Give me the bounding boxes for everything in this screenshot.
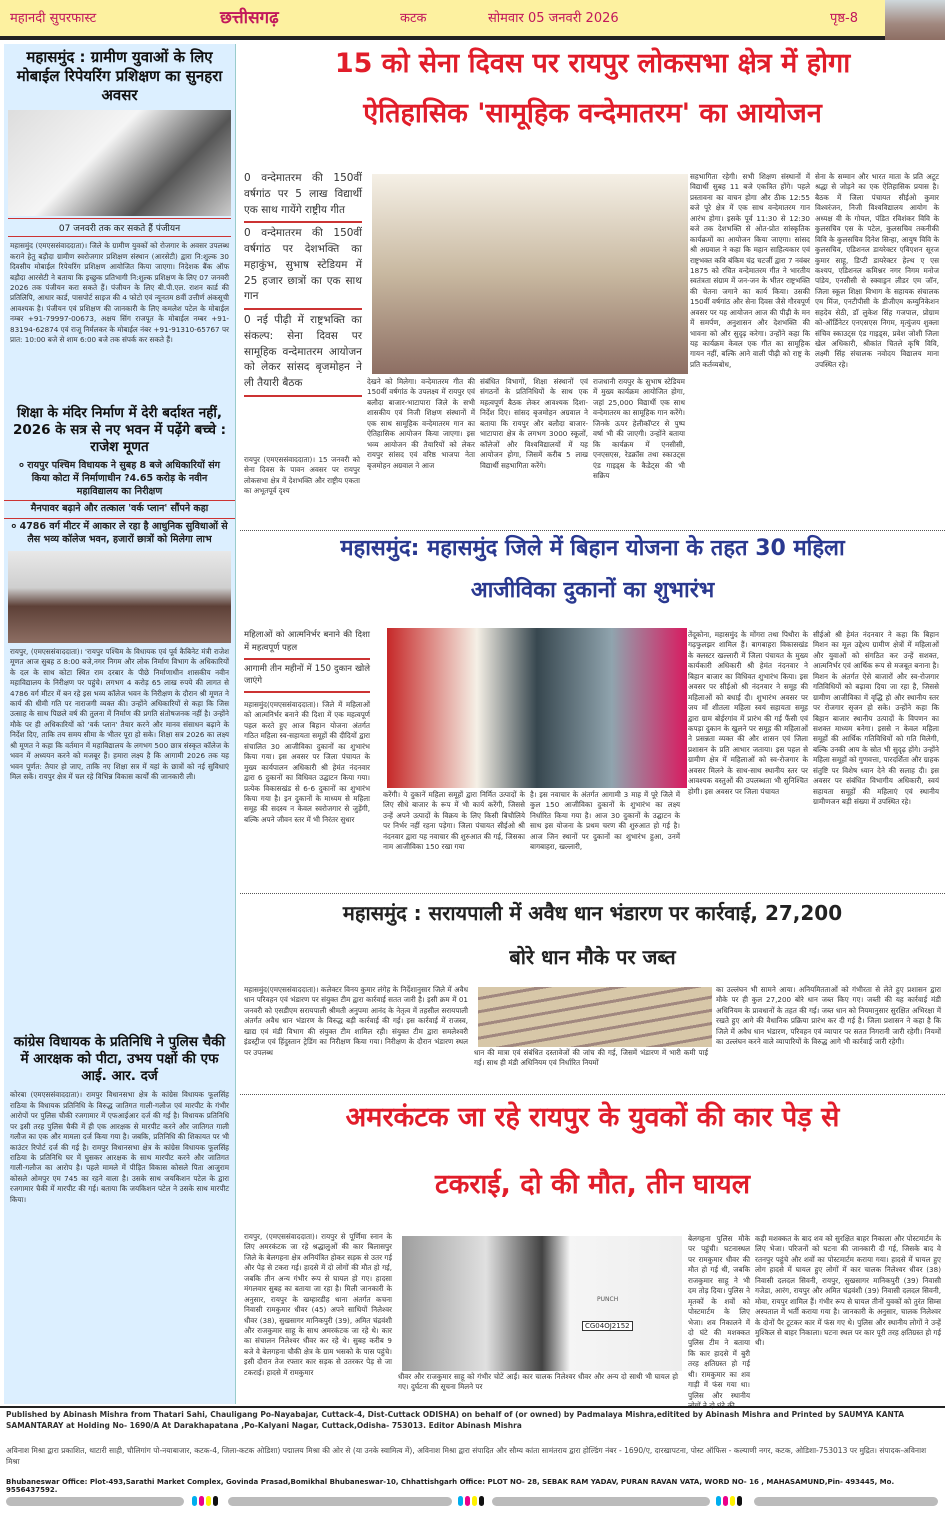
bihan-col5: सीईओ श्री हेमंत नंदनवार ने कहा कि बिहान मिशन का मूल उद्देश्य ग्रामीण क्षेत्रों में महिलाओं और युवाओं को संगठित कर उन्हें सशक्त, आत्मनिर्भर एवं आर्थिक रूप से मजबूत बनाना है। मिशन के अंतर्गत ऐसे बाजारों और स्व-रोजगार गतिविधियों को बढ़ावा दिया जा रहा है, जिससे ग्रामीण आजीविका में वृद्धि हो और स्थानीय स्तर पर रोजगार सृजन हो सके। उन्होंने कहा कि बिहान बाजार स्थानीय उत्पादों के विपणन का सशक्त माध्यम बनेगा। इससे न केवल महिला समूहों की आर्थिक गतिविधियों को गति मिलेगी, बल्कि उनकी आय के स्रोत भी सुदृढ़ होंगे। उन्होंने महिला समूहों को गुणवत्ता, पारदर्शिता और ग्राहक संतुष्टि पर विशेष ध्यान देने की सलाह दी। इस अवसर पर संबंधित विभागीय अधिकारी, स्वयं सहायता समूहों की महिलाएं एवं स्थानीय ग्रामीणजन बड़ी संख्या में उपस्थित रहे। [813,630,939,806]
college-body: रायपुर, (एमएससंवाददाता)। 'रायपुर पश्चिम के विधायक एवं पूर्व कैबिनेट मंत्री राजेश मूणत आज सुबह ठ 8:00 बजे,नगर निगम और लोक निर्माण विभाग के अधिकारियों के दल के साथ कोटा स्थित राम दरबार के पीछे निर्माणाधीन शासकीय नवीन महाविद्यालय के निरीक्षण पर पहुंचे। लगभग 4 करोड़ 65 लाख रुपये की लागत से 4786 वर्ग मीटर में बन रहे इस भव्य कॉलेज भवन के निरीक्षण के दौरान श्री मूणत ने कार्य की धीमी गति पर नाराजगी व्यक्त की। उन्होंने अधिकारियों से कहा कि जिस उत्साह के साथ पिछले वर्ष की तुलना में निर्माण की प्रगति संतोषजनक नहीं है। उन्होंने मौके पर ही अधिकारियों को 'वर्क प्लान' तैयार करने और मानव संसाधन बढ़ाने के निर्देश दिए, ताकि तय समय सीमा के भीतर पूरा हो सके। शिक्षा सत्र 2026 का लक्ष्य श्री मूणत ने कहा कि वर्तमान में महाविद्यालय के लगभग 500 छात्र संस्कृत कॉलेज के भवन में अध्ययन करने को मजबूर हैं। हमारा लक्ष्य है कि आगामी 2026 तक यह भवन पूर्णत: तैयार हो जाए, ताकि नए शिक्षा सत्र में यहां के छात्रों को नई सुविधाएं मिल सकें। रायपुर क्षेत्र में चल रहे विभिन्न विकास कार्यों की जानकारी ली। [10,646,229,781]
temple-image [885,0,945,40]
bihan-col3: है। इस नवाचार के अंतर्गत आगामी 3 माह में पूरे जिले में कुल 150 आजीविका दुकानों के शुभारंभ का लक्ष्य निर्धारित किया गया है। आज 30 दुकानों के उद्घाटन के साथ इस योजना के प्रथम चरण की शुरुआत हो गई है। आज जिन स्थानों पर दुकानों का शुभारंभ हुआ, उनमें बागबाहरा, खल्लारी, [530,790,680,852]
divider [240,893,945,894]
office-addresses: Bhubaneswar Office: Plot-493,Sarathi Market Complex, Govinda Prasad,Bomikhal Bhubaneswar-10, Chhattishgarh Office: PLOT NO- 28, SEBAK RAM YADAV, PURAN RAVAN VATA, WORD NO- 16 , MAHASAMUND,Pin- 493445, Mo. 9556437592. [6,1478,895,1494]
imprint-hindi: अविनाश मिश्रा द्वारा प्रकाशित, थाटारी साही, चौलिगांग पो-नयाबाजार, कटक-4, जिला-कटक ओडिशा) पद्मालय मिश्रा की ओर से (या उनके स्वामित्व में), अविनाश मिश्रा द्वारा संपादित और सौम्य कांता सामंतराय द्वारा होल्डिंग नंबर - 1690/ए, दारखापटना, पोस्ट ऑफिस - कल्याणी नगर, कटक, ओडिशा-753013 पर मुद्रित। संपादक-अविनाश मिश्रा [6,1446,927,1466]
shop-inauguration-photo [387,628,687,788]
korba-headline: कांग्रेस विधायक के प्रतिनिधि ने पुलिस चैकी में आरक्षक को पीटा, उभय पक्षों की एफ आई. आर. दर्ज [13,1033,226,1084]
lead-highlights [244,168,362,397]
korba-body: कोरबा (एमएससंवाददाता)। रामपुर विधानसभा क्षेत्र के कांग्रेस विधायक फूलसिंह राठिया के विधायक प्रतिनिधि के विरुद्ध जातिगत गाली-गलौज एवं मारपीट के गंभीर आरोपों पर पुलिस चौकी रजगामार में एफआईआर दर्ज की गई है। विधायक प्रतिनिधि पर इसी तरह पुलिस चैकी में ही एक आरक्षक से मारपीट करने और जातिगत गाली गलौज का एक और मामला दर्ज किया गया है। जबकि, प्रतिनिधि की शिकायत पर भी काउंटर रिपोर्ट दर्ज की गई है। रामपुर विधानसभा क्षेत्र के कांग्रेस विधायक फूलसिंह राठिया के प्रतिनिधि घर में घुसकर आरक्षक के साथ मारपीट करने और जातिगत गाली-गलौज का आरोप है। पहले मामले में पीड़ित विकास कोसले पिता आजुराम कोसले ओमपुर एम 745 का रहने वाला है। उसके साथ जयकिशन पटेल के द्वारा रजगामार चैकी में मारपीट की गई। बताया कि जयकिशन पटेल ने उसके साथ मारपीट किया। [10,1090,229,1204]
footer-rule [0,1406,945,1408]
registration-bar [492,1497,710,1506]
yellow-mark [730,1496,735,1506]
lead-col3: संबंधित विभागों, शिक्षा संस्थानों एवं संगठनों के प्रतिनिधियों के साथ एक महत्वपूर्ण बैठक लेकर आवश्यक दिशा-निर्देश दिए। सांसद बृजमोहन अग्रवाल ने बताया कि रायपुर और बलौदा बाजार-भाटापारा क्षेत्र के लगभग 3000 स्कूलों, कॉलेजों और विश्वविद्यालयों में यह आयोजन होगा, जिसमें करीब 5 लाख विद्यार्थी सहभागिता करेंगे। [480,377,588,470]
bihan-col1: महासमुंद(एमएससंवाददाता)। जिले में महिलाओं को आत्मनिर्भर बनाने की दिशा में एक महत्वपूर्ण पहल करते हुए आज बिहान योजना अंतर्गत गठित महिला स्व-सहायता समूहों की दीदियों द्वारा संचालित 30 आजीविका दुकानों का शुभारंभ किया गया। इस अवसर पर जिला पंचायत के मुख्य कार्यपालन अधिकारी श्री हेमंत नंदनवार द्वारा 6 दुकानों का विधिवत उद्घाटन किया गया। प्रत्येक विकासखंड से 6-6 दुकानों का शुभारंभ किया गया है। इन दुकानों के माध्यम से महिला समूह की सदस्य न केवल स्वरोजगार से जुड़ेंगी, बल्कि अपने जीवन स्तर में भी निरंतर सुधार [244,700,370,824]
crash-col3: बेलगहना पुलिस मौके पर पहुंची। घटनास्थल पर रामकुमार धीवर की मौत हो गई थी, जबकि राजकुमार साहू ने भी दम तोड़ दिया। पुलिस ने मृतकों के शवों को पोस्टमार्टम के लिए भेजा। शव निकालने में दो घंटे की मशक्कत पुलिस टीम ने बताया कि कार हादसे में बुरी तरह क्षतिग्रस्त हो गई थी। रामकुमार का शव गाड़ी में फंस गया था। पुलिस और स्थानीय लोगों ने दो घंटे की [688,1234,750,1410]
mobile-repair-body: महासमुंद (एमएससंवाददाता)। जिले के ग्रामीण युवकों को रोजगार के अवसर उपलब्ध कराने हेतु बड़ौदा ग्रामीण स्वरोजगार प्रशिक्षण संस्थान (आरसेटी) द्वारा नि:शुल्क 30 दिवसीय मोबाईल रिपेयरिंग प्रशिक्षण आयोजित किया जाएगा। निदेशक बैंक ऑफ बड़ौदा आरसेटी ने बताया कि इच्छुक प्रतिभागी नि:शुल्क प्रशिक्षण के लिए 07 जनवरी 2026 तक पंजीयन करा सकते हैं। पंजीयन के लिए बी.पी.एल. राशन कार्ड की प्रतिलिपि, आधार कार्ड, पासपोर्ट साइज की 4 फोटो एवं न्यूनतम 8वीं उत्तीर्ण अंकसूची आवश्यक है। पंजीयन एवं प्रशिक्षण की जानकारी के लिए कमलेश पटेल के मोबाईल नम्बर +91-79997-00673, अक्षय सिंग राजपूत के मोबाईल नम्बर +91-83194-62874 एवं राजू निर्मलकर के मोबाईल नंबर +91-91310-65767 पर प्रात: 10:00 बजे से शाम 6:00 बजे तक संपर्क कर सकते हैं। [10,241,229,345]
state-name: छत्तीसगढ़ [220,8,279,28]
paddy-caption: धान की मात्रा एवं संबंधित दस्तावेजों की जांच की गई, जिसमें भंडारण में भारी कमी पाई गई। साथ ही मंडी अधिनियम एवं निर्धारित नियमों [474,1048,708,1068]
college-sub1: ० रायपुर पश्चिम विधायक ने सुबह 8 बजे अधिकारियों संग किया कोटा में निर्माणाधीन ?4.65 करोड़ के नवीन महाविद्यालय का निरीक्षण [4,458,235,501]
meeting-photo [372,174,688,374]
mobile-repair-photo [8,110,231,216]
paddy-headline-1: महासमुंद : सरायपाली में अवैध धान भंडारण पर कार्रवाई, 27,200 [342,901,843,925]
crash-col2: धीवर और राजकुमार साहू को गंभीर चोटें आईं। कार चालक निलेश्वर धीवर और अन्य दो साथी भी घायल हो गए। दुर्घटना की सूचना मिलने पर [398,1372,678,1392]
cyan-mark [192,1496,197,1506]
college-headline: शिक्षा के मंदिर निर्माण में देरी बर्दाश्त नहीं, 2026 के सत्र से नए भवन में पढ़ेंगे बच्चे : राजेश मूणत [12,405,227,455]
registration-bar [228,1497,452,1506]
city-name: कटक [400,11,427,26]
lead-headline-1: 15 को सेना दिवस पर रायपुर लोकसभा क्षेत्र में होगा [334,48,851,79]
bihan-col2: करेंगी। ये दुकानें महिला समूहों द्वारा निर्मित उत्पादों के लिए सीधे बाजार के रूप में भी कार्य करेंगी, जिससे उन्हें अपने उत्पादों के विक्रय के लिए किसी बिचौलिये पर निर्भर नहीं रहना पड़ेगा। जिला पंचायत सीईओ श्री नंदनवार द्वारा यह नवाचार की शुरुआत की गई, जिसका नाम आजीविका 150 रखा गया [383,790,525,852]
mobile-repair-headline: महासमुंद : ग्रामीण युवाओं के लिए मोबाईल रिपेयरिंग प्रशिक्षण का सुनहरा अवसर [16,48,223,104]
crashed-car-photo [402,1236,682,1371]
masthead [0,0,945,40]
bihan-headline-1: महासमुंद: महासमुंद जिले में बिहान योजना के तहत 30 महिला [340,536,845,561]
black-mark [737,1496,742,1506]
page-number: पृष्ठ-8 [830,11,859,26]
lead-col6: सेना के सम्मान और भारत माता के प्रति अटूट श्रद्धा से जोड़ने का एक ऐतिहासिक प्रयास है। बैठक में जिला पंचायत सीईओ कुमार विश्वरंजन, निजी विश्वविद्यालय आयोग के अध्यक्ष वी के गोयल, पंडित रविशंकर विवि के कुलसचिव एस के पटेल, कुलसचिव तकनीकी विवि के कुलसचिव दिनेश सिन्हा, आयुष विवि के कुलसचिव, एडिशनल डायरेक्टर एविएशन सूरज कुमार साहू, डिप्टी डायरेक्टर हेल्थ ए एस कश्यप, एडिशनल कमिश्नर नगर निगम मनोज पांडेय, एनसीसी से स्क्वाड्रन लीडर एम जॉन, जिला स्कूल शिक्षा विभाग के सहायक संचालक एम मिंज, एनटीपीसी के डीजीएम कम्युनिकेशन सहदेव सेठी, डॉ लुकेश सिंह गजपाल, प्रोग्राम को-ऑर्डिनेटर एनएसएस निगम, मृत्युंजय शुक्ला संचिव स्काउट्स एंड गाइड्स, प्रवेश जोशी जिला खेल अधिकारी, श्रीकांत चितले कृषि विवि, लक्ष्मी सिंह संचालक नवोदय विद्यालय माना उपस्थित रहे। [815,172,939,369]
lead-col5: सहभागिता रहेगी। सभी शिक्षण संस्थानों में विद्यार्थी सुबह 11 बजे एकत्रित होंगे। पहले प्रस्तावना का वाचन होगा और ठीक 12:55 बजे पूरे क्षेत्र में एक साथ वन्देमातरम गान आरंभ होगा। इसके पूर्व 11:30 से 12:30 बजे तक देशभक्ति से ओत-प्रोत सांस्कृतिक कार्यक्रमों का आयोजन किया जाएगा। सांसद श्री अग्रवाल ने कहा कि महान साहित्यकार एवं राष्ट्रभक्त कवि बंकिम चंद्र चटर्जी द्वारा 7 नवंबर 1875 को रचित वन्देमातरम गीत ने भारतीय स्वतंत्रता संग्राम में जन-जन के भीतर राष्ट्रभक्ति की चेतना जगाने का कार्य किया। उसकी 150वीं वर्षगांठ और सेना दिवस जैसे गौरवपूर्ण अवसर पर यह आयोजन आज की पीढ़ी के मन में समर्पण, अनुशासन और देशभक्ति की भावना को और सुदृढ़ करेगा। उन्होंने कहा कि यह कार्यक्रम केवल एक गीत का सामूहिक गायन नहीं, बल्कि आने वाली पीढ़ी को राष्ट्र के प्रति कर्तव्यबोध, [690,172,810,369]
paddy-col1: महासमुंद(एमएससंवाददाता)। कलेक्टर विनय कुमार लंगेह के निर्देशानुसार जिले में अवैध धान परिवहन एवं भंडारण पर संयुक्त टीम द्वारा कार्रवाई सतत जारी है। इसी क्रम में 01 जनवरी को एसडीएम सरायपाली श्रीमती अनुपमा आनंद के नेतृत्व में तहसील सरायपाली अंतर्गत अवैध धान भंडारण के विरुद्ध बड़ी कार्रवाई की गई। इस कार्रवाई में राजस्व, खाद्य एवं मंडी विभाग की संयुक्त टीम शामिल रही। संयुक्त टीम द्वारा समलेश्वरी इंडस्ट्रीज एवं हिंदुस्तान ट्रेडिंग का निरीक्षण किया गया। निरीक्षण के दौरान भंडारण स्थल पर उपलब्ध [244,985,468,1057]
lead-col2: देखने को मिलेगा। वन्देमातरम गीत की 150वीं वर्षगांठ के उपलक्ष्य में रायपुर एवं बलौदा बाजार-भाटापारा जिले के सभी शासकीय एवं निजी शिक्षण संस्थानों में एक साथ सामूहिक वन्देमातरम गान का ऐतिहासिक आयोजन किया जाएगा। इस भव्य आयोजन की तैयारियों को लेकर रायपुर सांसद एवं वरिष्ठ भाजपा नेता बृजमोहन अग्रवाल ने आज [367,377,475,470]
black-mark [213,1496,218,1506]
left-column [4,44,236,1404]
lead-headline-2: ऐतिहासिक 'सामूहिक वन्देमातरम' का आयोजन [363,98,822,129]
lead-col4: राजधानी रायपुर के सुभाष स्टेडियम में मुख्य कार्यक्रम आयोजित होगा, जहां 25,000 विद्यार्थी एक साथ वन्देमातरम का सामूहिक गान करेंगे। जिनके ऊपर हेलीकॉप्टर से पुष्प वर्षा भी की जाएगी। उन्होंने बताया कि कार्यक्रम में एनसीसी, एनएसएस, रेडक्रॉस तथा स्काउट्स एंड गाइड्स के कैडेट्स की भी सक्रिय [593,377,685,480]
yellow-mark [206,1496,211,1506]
bihan-col4: तेंदूकोना, महासमुंद के मोंगरा तथा पिथौरा के गढ़फुलझर शामिल हैं। बागबाहरा विकासखंड के क्लस्टर खल्लारी में जिला पंचायत के मुख्य कार्यकारी अधिकारी श्री हेमंत नंदनवार ने बिहान बाजार का विधिवत शुभारंभ किया। इस अवसर पर सीईओ श्री नंदनवार ने समूह की महिलाओं को बधाई दी। शुभारंभ अवसर पर जय माँ शीतला महिला स्वयं सहायता समूह द्वारा ग्राम बोईरगांव में प्रारंभ की गई फैंसी एवं कपड़ा दुकान के खुलने पर समूह की महिलाओं ने प्रसन्नता व्यक्त की और शासन एवं जिला प्रशासन के प्रति आभार जताया। इस पहल से ग्रामीण क्षेत्र में महिलाओं को स्व-रोजगार के अवसर मिलने के साथ-साथ स्थानीय स्तर पर आवश्यक वस्तुओं की उपलब्धता भी सुनिश्चित होगी। इस अवसर पर जिला पंचायत [688,630,808,796]
lead-highlight: 0 नई पीढ़ी में राष्ट्रभक्ति का संकल्प: सेना दिवस पर सामूहिक वन्देमातरम आयोजन को लेकर सांसद बृजमोहन ने ली तैयारी बैठक [244,310,362,397]
registration-bar [754,1497,938,1506]
college-sub2: मैनपावर बढ़ाने और तत्काल 'वर्क प्लान' सौंपने कहा [4,501,235,519]
lead-highlight: 0 वन्देमातरम की 150वीं वर्षगांठ पर 5 लाख विद्यार्थी एक साथ गायेंगे राष्ट्रीय गीत [244,168,362,223]
divider [240,1094,945,1095]
registration-bar [6,1497,184,1506]
lead-highlight: 0 वन्देमातरम की 150वीं वर्षगांठ पर देशभक्ति का महाकुंभ, सुभाष स्टेडियम में 25 हजार छात्रों का एक साथ गान [244,223,362,310]
yellow-mark [472,1496,477,1506]
imprint-english: Published by Abinash Mishra from Thatari Sahi, Chauligang Po-Nayabajar, Cuttack-4, Dist-Cuttack ODISHA) on behalf of (or owned) by Padmalaya Mishra,editited by Abinash Mishra and Printed by SAUMYA KANTA SAMANTARAY at Holding No- 1690/A At Darakhapatana ,Po-Kalyani Nagar, Cuttack,Odisha- 753013. Editor Abinash Mishra [6,1410,905,1430]
crash-headline-2: टकराई, दो की मौत, तीन घायल [434,1169,751,1200]
paddy-bags-photo [478,987,712,1047]
issue-date: सोमवार 05 जनवरी 2026 [488,11,619,26]
cyan-mark [716,1496,721,1506]
magenta-mark [199,1496,204,1506]
bihan-highlight: महिलाओं को आत्मनिर्भर बनाने की दिशा में महत्वपूर्ण पहल [244,626,370,660]
mobile-repair-caption: 07 जनवरी तक कर सकते हैं पंजीयन [8,218,231,237]
bihan-highlights [244,626,370,693]
crash-col1: रायपुर, (एमएससंवाददाता)। रायपुर से पूर्णिमा स्नान के लिए अमरकंटक जा रहे श्रद्धालुओं की कार बिलासपुर जिले के बेलगहना क्षेत्र अनियंत्रित होकर सड़क से उतर गई और पेड़ से टकरा गई। हादसे में दो लोगों की मौत हो गई, जबकि तीन अन्य गंभीर रूप से घायल हो गए। हादसा मंगलवार सुबह का बताया जा रहा है। मिली जानकारी के अनुसार, रायपुर के खम्हारडीह थाना अंतर्गत कचना निवासी रामकुमार धीवर (45) अपने साथियों निलेश्वर धीवर (38), सुखसागर मानिकपुरी (39), अमित चंद्रवंशी और राजकुमार साहू के साथ अमरकंटक जा रहे थे। कार का संचालन निलेश्वर धीवर कर रहे थे। सुबह करीब 9 बजे वे बेलगहना चौकी क्षेत्र के ग्राम भसको के पास पहुंचे। इसी दौरान तेज रफ्तार कार सड़क से उतरकर पेड़ से जा टकराई। हादसे में रामकुमार [244,1232,392,1377]
bihan-highlight: आगामी तीन महीनों में 150 दुकान खोले जाएंगे [244,660,370,694]
magenta-mark [723,1496,728,1506]
magenta-mark [465,1496,470,1506]
paddy-col3: का उल्लंघन भी सामने आया। अनियमितताओं को गंभीरता से लेते हुए प्रशासन द्वारा मौके पर ही कुल 27,200 बोरे धान जब्त किए गए। जब्ती की यह कार्रवाई मंडी अधिनियम के प्रावधानों के तहत की गई। जब्त धान को नियमानुसार सुरक्षित अभिरक्षा में रखते हुए आगे की वैधानिक प्रक्रिया प्रारंभ कर दी गई है। जिला प्रशासन ने कहा है कि जिले में अवैध धान भंडारण, परिवहन एवं व्यापार पर सतत निगरानी जारी रहेगी। नियमों का उल्लंघन करने वाले व्यापारियों के विरुद्ध आगे भी कार्रवाई जारी रहेगी। [716,985,941,1047]
crash-col4: कड़ी मशक्कत के बाद शव को सुरक्षित बाहर निकाला और पोस्टमार्टम के लिए भेजा। परिजनों को घटना की जानकारी दी गई, जिसके बाद वे रतनपुर पहुंचे और शवों का पोस्टमार्टम कराया गया। हादसे में घायल हुए लोग हादसे में घायल हुए लोगों में कार चालक निलेश्वर धीवर (38) निवासी दलदल सिवनी, रायपुर, सुखसागर मानिकपुरी (39) निवासी गजेडा, आरंग, रायपुर और अमित चंद्रवंशी (39) निवासी दलदल सिवनी, मोवा, रायपुर शामिल हैं। गंभीर रूप से घायल तीनों युवकों को तुरंत सिम्स अस्पताल में भर्ती कराया गया है। जानकारी के अनुसार, चालक निलेश्वर के दोनों पैर टूटकर कार में फंस गए थे। पुलिस और स्थानीय लोगों ने उन्हें मुश्किल से बाहर निकाला। घटना स्थल पर कार पूरी तरह क्षतिग्रस्त हो गई थी। [755,1234,941,1348]
car-brand: PUNCH [597,1296,619,1303]
college-sub3: ० 4786 वर्ग मीटर में आकार ले रहा है आधुनिक सुविधाओं से लैस भव्य कॉलेज भवन, हजारों छात्रों को मिलेगा लाभ [11,521,228,545]
divider [240,530,945,531]
lead-col1: रायपुर (एमएससंवाददाता)। 15 जनवरी को सेना दिवस के पावन अवसर पर रायपुर लोकसभा क्षेत्र में देशभक्ति और राष्ट्रीय एकता का अभूतपूर्व दृश्य [244,455,360,496]
paddy-headline-2: बोरे धान मौके पर जब्त [509,945,676,969]
car-plate: CG04OJ2152 [582,1321,633,1331]
college-inspection-photo [8,551,231,643]
black-mark [479,1496,484,1506]
crash-headline-1: अमरकंटक जा रहे रायपुर के युवकों की कार पेड़ से [345,1102,840,1133]
paper-name: महानदी सुपरफास्ट [10,11,97,26]
cyan-mark [458,1496,463,1506]
bihan-headline-2: आजीविका दुकानों का शुभारंभ [470,578,715,603]
